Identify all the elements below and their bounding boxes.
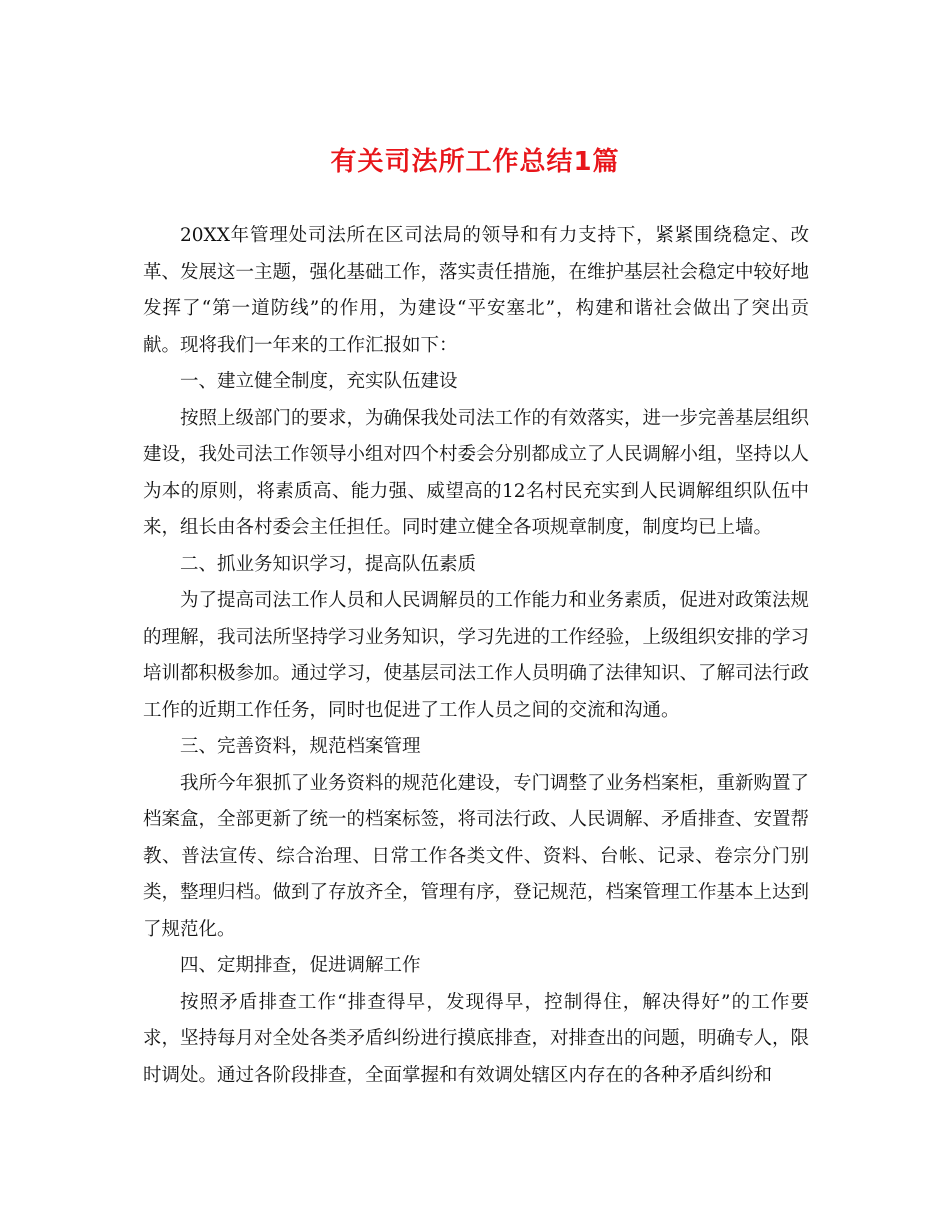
section-heading-2: 二、抓业务知识学习，提高队伍素质 (180, 553, 477, 575)
section-heading-3: 三、完善资料，规范档案管理 (180, 736, 421, 757)
paragraph-section-3: 我所今年狠抓了业务资料的规范化建设，专门调整了业务档案柜，重新购置了档案盒，全部更新了统一的档案标签，将司法行政、人民调解、矛盾排查、安置帮教、普法宣传、综合治理、日常工作各类文件、资料、台帐、记录、卷宗分门别类，整理归档。做到了存放齐全，管理有序，登记规范，档案管理工作基本上达到了规范化。 (143, 772, 810, 940)
section-heading-4: 四、定期排查，促进调解工作 (180, 955, 421, 976)
section-heading-1: 一、建立健全制度，充实队伍建设 (180, 371, 458, 392)
paragraph-section-2: 为了提高司法工作人员和人民调解员的工作能力和业务素质，促进对政策法规的理解，我司法所坚持学习业务知识，学习先进的工作经验，上级组织安排的学习培训都积极参加。通过学习，使基层司法工作人员明确了法律知识、了解司法行政工作的近期工作任务，同时也促进了工作人员之间的交流和沟通。 (143, 590, 810, 721)
document-body (143, 218, 809, 1094)
paragraph-section-4: 按照矛盾排查工作“排查得早，发现得早，控制得住，解决得好”的工作要求，坚持每月对全处各类矛盾纠纷进行摸底排查，对排查出的问题，明确专人，限时调处。通过各阶段排查，全面掌握和有效调处辖区内存在的各种矛盾纠纷和 (143, 991, 810, 1086)
paragraph-section-1: 按照上级部门的要求，为确保我处司法工作的有效落实，进一步完善基层组织建设，我处司法工作领导小组对四个村委会分别都成立了人民调解小组，坚持以人为本的原则，将素质高、能力强、威望高的12名村民充实到人民调解组织队伍中来，组长由各村委会主任担任。同时建立健全各项规章制度，制度均已上墙。 (143, 407, 810, 538)
document-title: 有关司法所工作总结1篇 (330, 147, 620, 177)
paragraph-intro: 20XX年管理处司法所在区司法局的领导和有力支持下，紧紧围绕稳定、改革、发展这一主题，强化基础工作，落实责任措施，在维护基层社会稳定中较好地发挥了“第一道防线”的作用，为建设“平安塞北”，构建和谐社会做出了突出贡献。现将我们一年来的工作汇报如下： (143, 225, 810, 356)
